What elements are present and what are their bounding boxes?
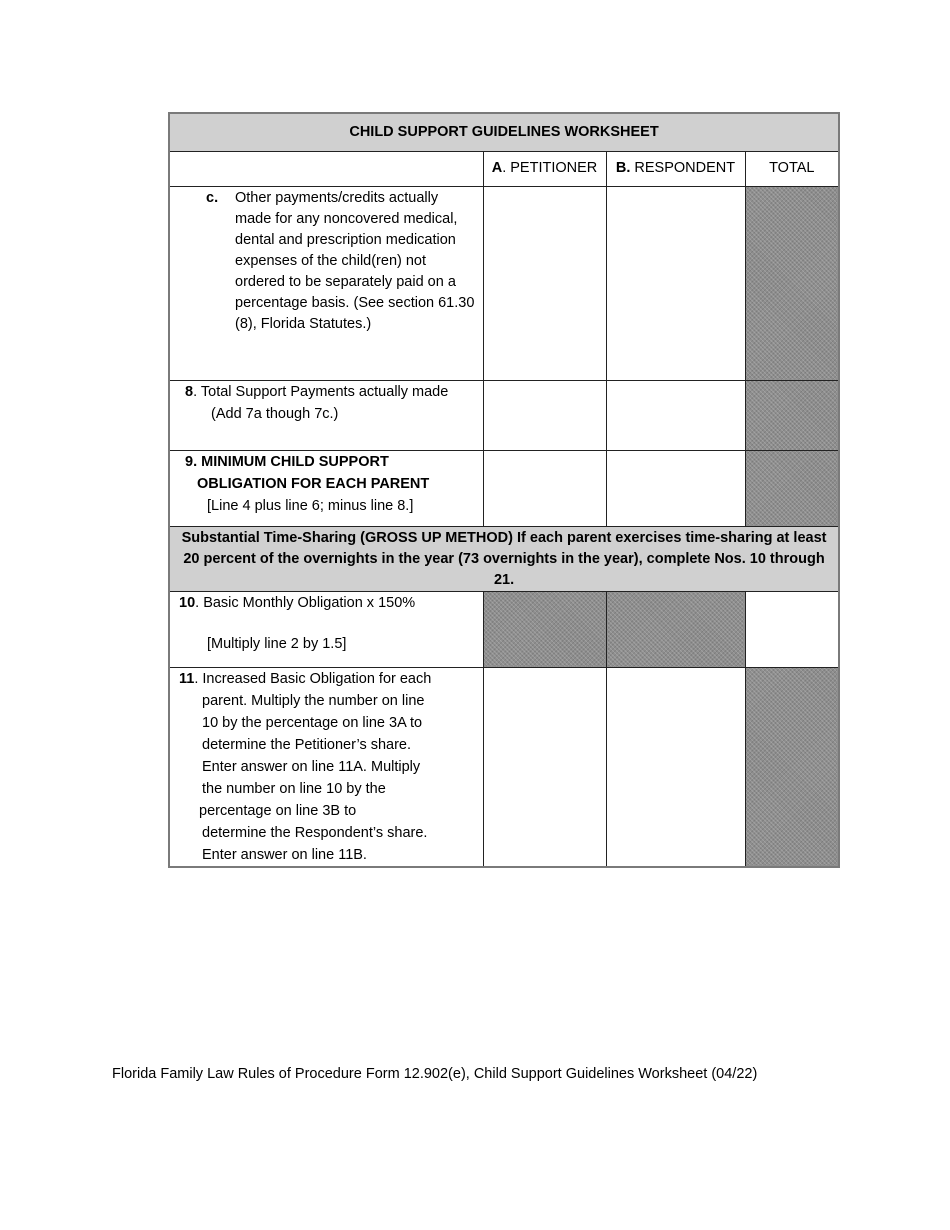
row-10-respondent-shaded	[606, 591, 745, 667]
row-9-line1: 9. MINIMUM CHILD SUPPORT	[185, 453, 389, 470]
gross-up-banner: Substantial Time-Sharing (GROSS UP METHOD) If each parent exercises time-sharing at least 20 percent of the overnights in the year (73 overnights in the year), complete Nos. 10 through 21.	[169, 526, 839, 591]
row-10	[169, 591, 839, 667]
row-8-total-shaded	[745, 380, 839, 450]
row-9-petitioner-input[interactable]	[483, 450, 606, 526]
row-8-petitioner-input[interactable]	[483, 380, 606, 450]
row-10-number: 10	[179, 594, 196, 611]
child-support-worksheet-table	[168, 112, 840, 868]
row-11-line-2: 10 by the percentage on line 3A to	[202, 714, 423, 731]
title-row	[169, 113, 839, 151]
row-11-line-0: . Increased Basic Obligation for each	[194, 670, 432, 687]
row-11	[169, 667, 839, 867]
gross-up-banner-row	[169, 526, 839, 591]
row-10-petitioner-shaded	[483, 591, 606, 667]
header-respondent: B. RESPONDENT	[606, 151, 745, 186]
row-7c-respondent-input[interactable]	[606, 186, 745, 380]
header-blank-cell	[169, 151, 483, 186]
row-11-respondent-input[interactable]	[606, 667, 745, 867]
row-11-label	[169, 667, 483, 867]
row-7c-letter: c.	[206, 189, 219, 206]
header-total: TOTAL	[745, 151, 839, 186]
row-11-line-7: determine the Respondent’s share.	[202, 824, 428, 841]
row-9-total-shaded	[745, 450, 839, 526]
row-11-total-shaded	[745, 667, 839, 867]
row-8-line2: (Add 7a though 7c.)	[211, 405, 339, 422]
row-9-respondent-input[interactable]	[606, 450, 745, 526]
row-11-line-5: the number on line 10 by the	[202, 780, 386, 797]
row-7c-petitioner-input[interactable]	[483, 186, 606, 380]
row-11-line-6: percentage on line 3B to	[199, 802, 357, 819]
row-11-line-8: Enter answer on line 11B.	[202, 846, 367, 863]
row-9-line2: OBLIGATION FOR EACH PARENT	[197, 475, 430, 492]
row-10-total-input[interactable]	[745, 591, 839, 667]
row-7c-total-shaded	[745, 186, 839, 380]
row-9-label	[169, 450, 483, 526]
header-petitioner: A. PETITIONER	[483, 151, 606, 186]
row-10-label	[169, 591, 483, 667]
row-11-petitioner-input[interactable]	[483, 667, 606, 867]
row-10-line2: [Multiply line 2 by 1.5]	[207, 635, 347, 652]
row-11-number: 11	[179, 670, 195, 687]
row-11-line-3: determine the Petitioner’s share.	[202, 736, 412, 753]
row-9	[169, 450, 839, 526]
row-8-label	[169, 380, 483, 450]
row-7c-label	[169, 186, 483, 380]
row-7c-text: Other payments/credits actually made for any noncovered medical, dental and prescription medication expenses of the child(ren) not ordered to be separately paid on a percentage basis. (See section 61.30 (8), Florida Statutes.)	[235, 189, 475, 332]
row-10-line1: . Basic Monthly Obligation x 150%	[195, 594, 416, 611]
row-11-line-4: Enter answer on line 11A. Multiply	[202, 758, 421, 775]
row-7c	[169, 186, 839, 380]
row-8-respondent-input[interactable]	[606, 380, 745, 450]
row-8-number: 8	[185, 383, 194, 400]
row-8	[169, 380, 839, 450]
worksheet-title: CHILD SUPPORT GUIDELINES WORKSHEET	[169, 113, 839, 151]
column-header-row	[169, 151, 839, 186]
row-11-line-1: parent. Multiply the number on line	[202, 692, 425, 709]
row-8-line1: . Total Support Payments actually made	[193, 383, 449, 400]
form-footer: Florida Family Law Rules of Procedure Form 12.902(e), Child Support Guidelines Worksheet (04/22)	[112, 1066, 758, 1082]
row-9-line3: [Line 4 plus line 6; minus line 8.]	[207, 497, 414, 514]
